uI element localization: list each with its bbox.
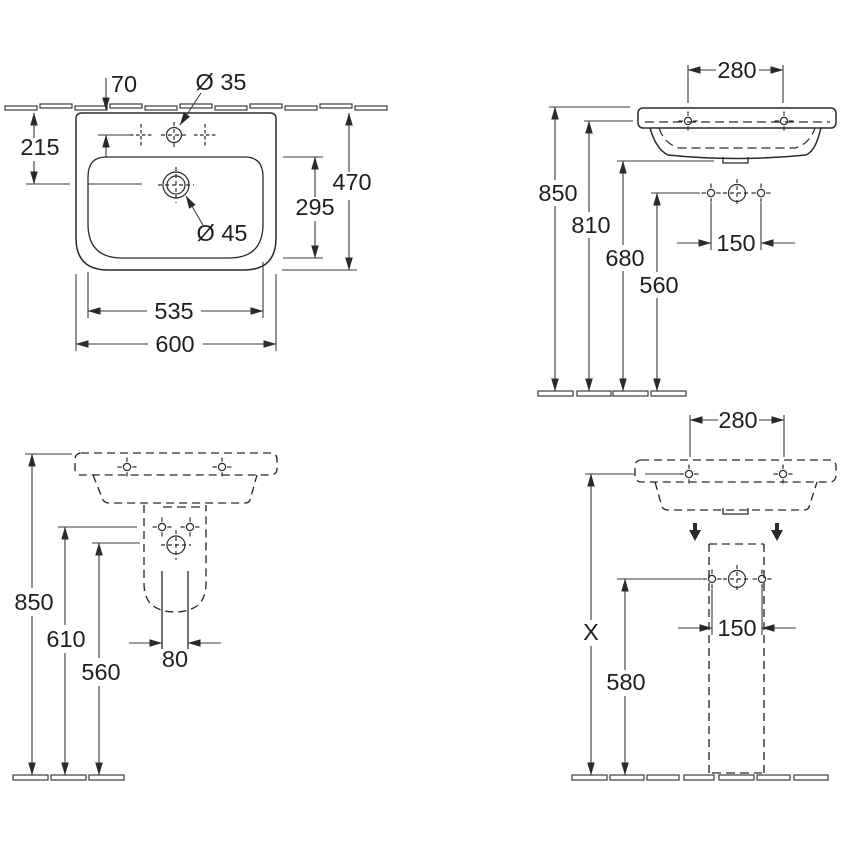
- basin-outline-dashed: [635, 460, 836, 482]
- dim-label-d45: Ø 45: [196, 220, 248, 246]
- front-elevation-view: [538, 57, 836, 396]
- wall-fixing-holes: [702, 179, 771, 207]
- fixing-hole-symbol-left: [118, 458, 137, 477]
- bowl-rear-outline: [93, 475, 257, 503]
- floor-line: [572, 775, 828, 780]
- dim-label-850: 850: [14, 589, 54, 615]
- faucet-hole-symbol-center: [161, 122, 187, 148]
- dim-label-d35: Ø 35: [195, 69, 247, 95]
- basin-rim-outline: [638, 108, 836, 128]
- plan-view: [5, 69, 387, 357]
- dim-label-680: 680: [605, 245, 645, 271]
- dim-fixing-height: [606, 579, 702, 775]
- dim-label-560: 560: [81, 659, 121, 685]
- dim-pipe-spacing: [129, 643, 221, 672]
- floor-line: [538, 391, 686, 396]
- dim-label-535: 535: [154, 298, 194, 324]
- dim-label-280: 280: [717, 57, 757, 83]
- dim-label-610: 610: [46, 626, 86, 652]
- dim-label-580: 580: [606, 669, 646, 695]
- dim-label-70: 70: [110, 71, 138, 97]
- dim-label-80: 80: [161, 646, 189, 672]
- dim-overall-depth: [282, 113, 372, 270]
- pedestal-elevation-view: [572, 407, 836, 780]
- fixing-hole-symbol-left: [680, 465, 699, 484]
- rear-fixing-holes: [153, 518, 200, 561]
- dim-rear-offset: [106, 71, 137, 158]
- dim-drain-height: [81, 543, 140, 775]
- dim-label-150: 150: [716, 230, 756, 256]
- dim-label-600: 600: [155, 331, 195, 357]
- dim-label-150: 150: [717, 615, 757, 641]
- faucet-hole-symbol-left: [130, 124, 152, 146]
- dim-fixing-hole-spacing: [690, 407, 784, 457]
- fixing-hole-symbol-right: [213, 458, 232, 477]
- dim-label-470: 470: [332, 169, 372, 195]
- dim-drain-diameter: [186, 196, 247, 246]
- drain-outlet-tab: [723, 508, 748, 514]
- dim-fixing-height: [46, 527, 137, 775]
- dim-bowl-width: [88, 262, 263, 324]
- dim-wall-fixing-height: [639, 193, 700, 391]
- dim-label-215: 215: [20, 134, 60, 160]
- bowl-outline-dashed: [655, 482, 817, 510]
- basin-rear-outline: [75, 453, 277, 475]
- dim-label-560: 560: [639, 272, 679, 298]
- dim-rim-height: [14, 454, 72, 775]
- drain-symbol: [88, 167, 194, 203]
- mount-arrow-right: [771, 523, 783, 541]
- faucet-hole-symbol-right: [194, 124, 216, 146]
- dim-label-x: X: [583, 619, 599, 645]
- dim-label-850: 850: [538, 180, 578, 206]
- dim-label-295: 295: [295, 194, 335, 220]
- fixing-hole-symbol-right: [774, 465, 793, 484]
- dim-wall-hole-spacing: [677, 203, 795, 256]
- dim-wall-hole-spacing: [678, 589, 796, 641]
- dim-label-280: 280: [718, 407, 758, 433]
- dim-height-x: [583, 474, 634, 775]
- dim-label-810: 810: [571, 212, 611, 238]
- bowl-profile-outline: [650, 128, 821, 159]
- wall-fixing-holes: [703, 565, 772, 593]
- dim-rear-to-drain: [20, 113, 70, 184]
- bowl-inner-dashed: [659, 128, 815, 148]
- siphon-cover-outline: [144, 505, 206, 612]
- dim-fixing-hole-spacing: [688, 57, 783, 103]
- rear-view: [13, 453, 277, 780]
- dim-bowl-depth: [283, 157, 335, 258]
- mount-arrow-left: [689, 523, 701, 541]
- dim-faucet-diameter: [180, 69, 246, 125]
- wall-line: [5, 104, 387, 110]
- floor-line: [13, 775, 124, 780]
